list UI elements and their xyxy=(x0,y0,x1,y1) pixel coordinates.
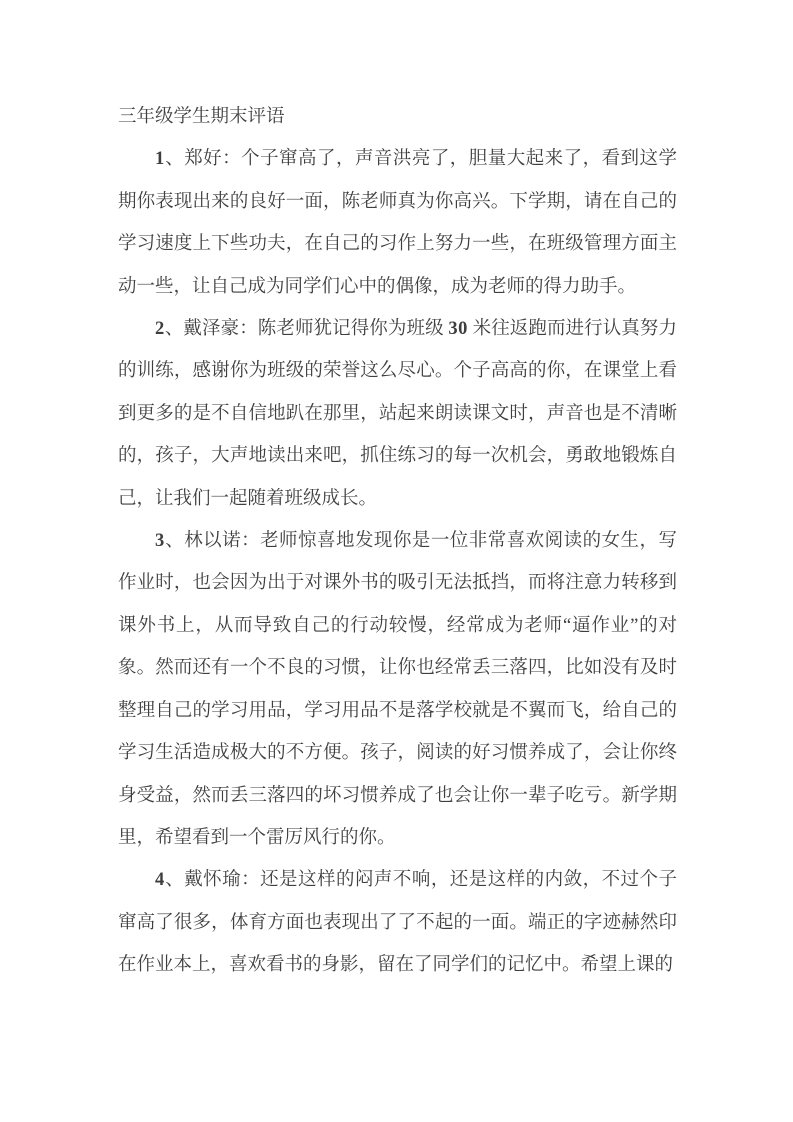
document-body xyxy=(118,96,677,987)
numeral: 3 xyxy=(155,531,165,552)
paragraph-student-3-lin-yinuo: 3、林以诺：老师惊喜地发现你是一位非常喜欢阅读的女生，写作业时，也会因为出于对课外书的吸引无法抵挡，而将注意力转移到课外书上，从而导致自己的行动较慢，经常成为老师“逼作业”的对象。然而还有一个不良的习惯，让你也经常丢三落四，比如没有及时整理自己的学习用品，学习用品不是落学校就是不翼而飞，给自己的学习生活造成极大的不方便。孩子，阅读的好习惯养成了，会让你终身受益，然而丢三落四的坏习惯养成了也会让你一辈子吃亏。新学期里，希望看到一个雷厉风行的你。 xyxy=(118,531,677,848)
paragraph-student-1-zheng-hao: 1、郑好：个子窜高了，声音洪亮了，胆量大起来了，看到这学期你表现出来的良好一面，陈老师真为你高兴。下学期，请在自己的学习速度上下些功夫，在自己的习作上努力一些，在班级管理方面主动一些，让自己成为同学们心中的偶像，成为老师的得力助手。 xyxy=(118,149,677,297)
numeral: 2 xyxy=(155,319,165,340)
paragraph-student-4-dai-huaiyu: 4、戴怀瑜：还是这样的闷声不响，还是这样的内敛，不过个子窜高了很多，体育方面也表现出了了不起的一面。端正的字迹赫然印在作业本上，喜欢看书的身影，留在了同学们的记忆中。希望上课的 xyxy=(118,870,677,976)
numeral: 30 xyxy=(448,319,468,340)
paragraph-student-2-dai-zehao: 2、戴泽豪：陈老师犹记得你为班级 30 米往返跑而进行认真努力的训练，感谢你为班级的荣誉这么尽心。个子高高的你，在课堂上看到更多的是不自信地趴在那里，站起来朗读课文时，声音也是不清晰的，孩子，大声地读出来吧，抓住练习的每一次机会，勇敢地锻炼自己，让我们一起随着班级成长。 xyxy=(118,319,677,509)
document-title: 三年级学生期末评语 xyxy=(118,107,285,127)
numeral: 1 xyxy=(155,149,165,170)
numeral: 4 xyxy=(155,870,165,891)
